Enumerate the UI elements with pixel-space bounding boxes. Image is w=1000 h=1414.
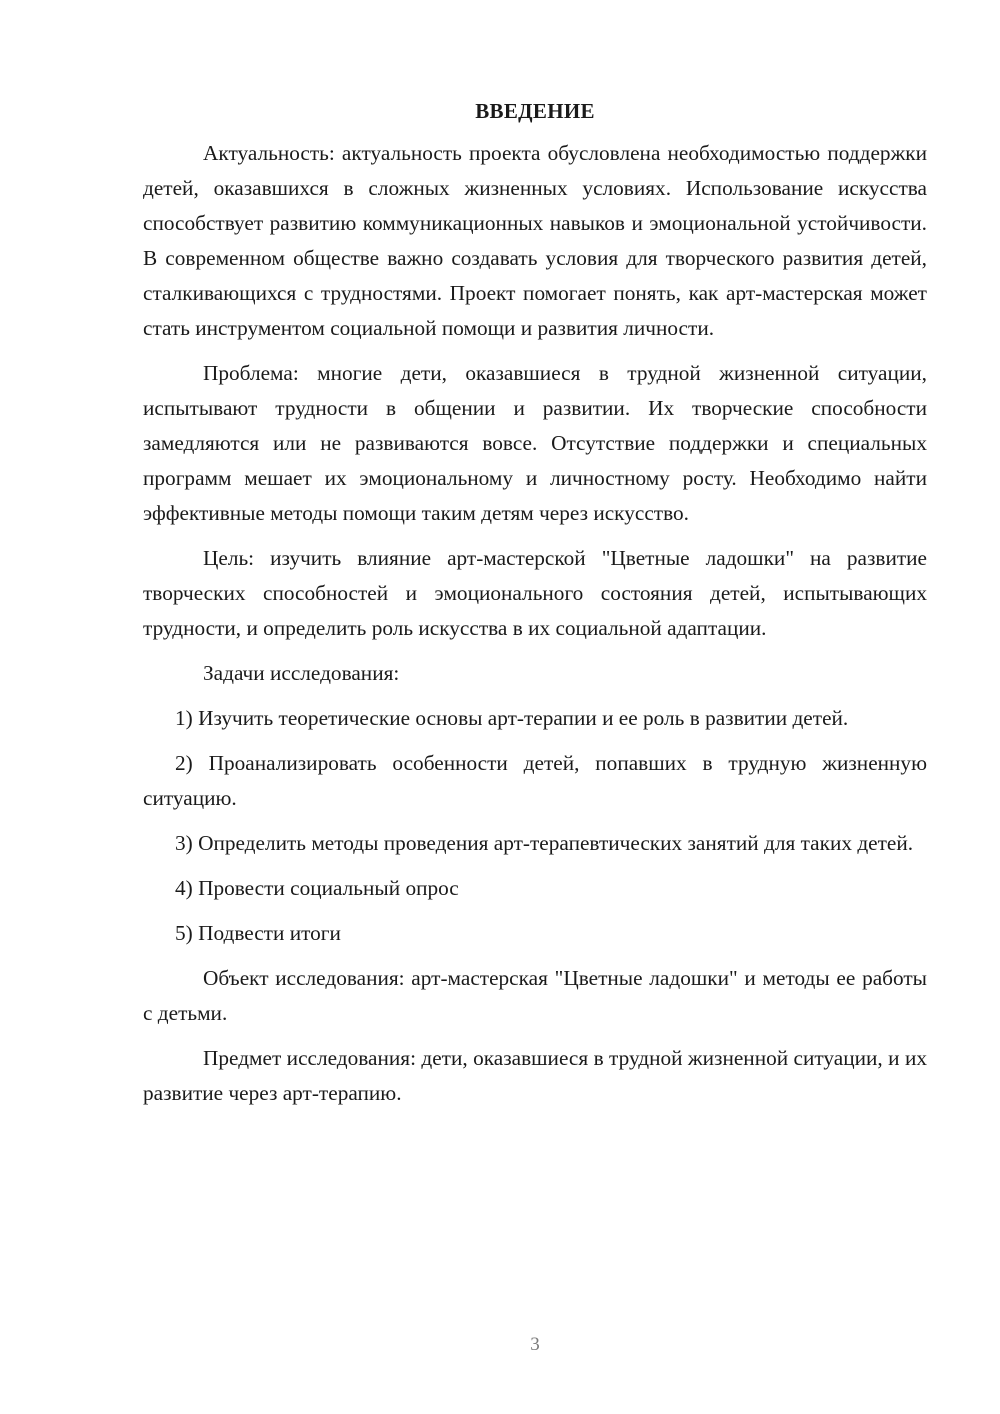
relevance-paragraph: Актуальность: актуальность проекта обусловлена необходимостью поддержки детей, оказавшихся в сложных жизненных условиях. Использование искусства способствует развитию коммуникационных навыков и эмоциональной устойчивости. В современном обществе важно создавать условия для творческого развития детей, сталкивающихся с трудностями. Проект помогает понять, как арт-мастерская может стать инструментом социальной помощи и развития личности.: [143, 141, 927, 340]
task-item-5: 5) Подвести итоги: [175, 921, 341, 945]
research-object-paragraph: Объект исследования: арт-мастерская "Цветные ладошки" и методы ее работы с детьми.: [143, 966, 927, 1025]
task-item-1: 1) Изучить теоретические основы арт-терапии и ее роль в развитии детей.: [175, 706, 849, 730]
task-item-2: 2) Проанализировать особенности детей, попавших в трудную жизненную ситуацию.: [143, 751, 927, 810]
tasks-heading: Задачи исследования:: [203, 661, 400, 685]
section-title: ВВЕДЕНИЕ: [475, 99, 595, 123]
page-content: [143, 96, 927, 1121]
task-item-3: 3) Определить методы проведения арт-терапевтических занятий для таких детей.: [175, 831, 914, 855]
page-number: 3: [530, 1334, 540, 1355]
task-item-4: 4) Провести социальный опрос: [175, 876, 459, 900]
problem-paragraph: Проблема: многие дети, оказавшиеся в трудной жизненной ситуации, испытывают трудности в общении и развитии. Их творческие способности замедляются или не развиваются вовсе. Отсутствие поддержки и специальных программ мешает их эмоциональному и личностному росту. Необходимо найти эффективные методы помощи таким детям через искусство.: [143, 361, 927, 525]
research-subject-paragraph: Предмет исследования: дети, оказавшиеся в трудной жизненной ситуации, и их развитие через арт-терапию.: [143, 1046, 927, 1105]
goal-paragraph: Цель: изучить влияние арт-мастерской "Цветные ладошки" на развитие творческих способностей и эмоционального состояния детей, испытывающих трудности, и определить роль искусства в их социальной адаптации.: [143, 546, 927, 640]
